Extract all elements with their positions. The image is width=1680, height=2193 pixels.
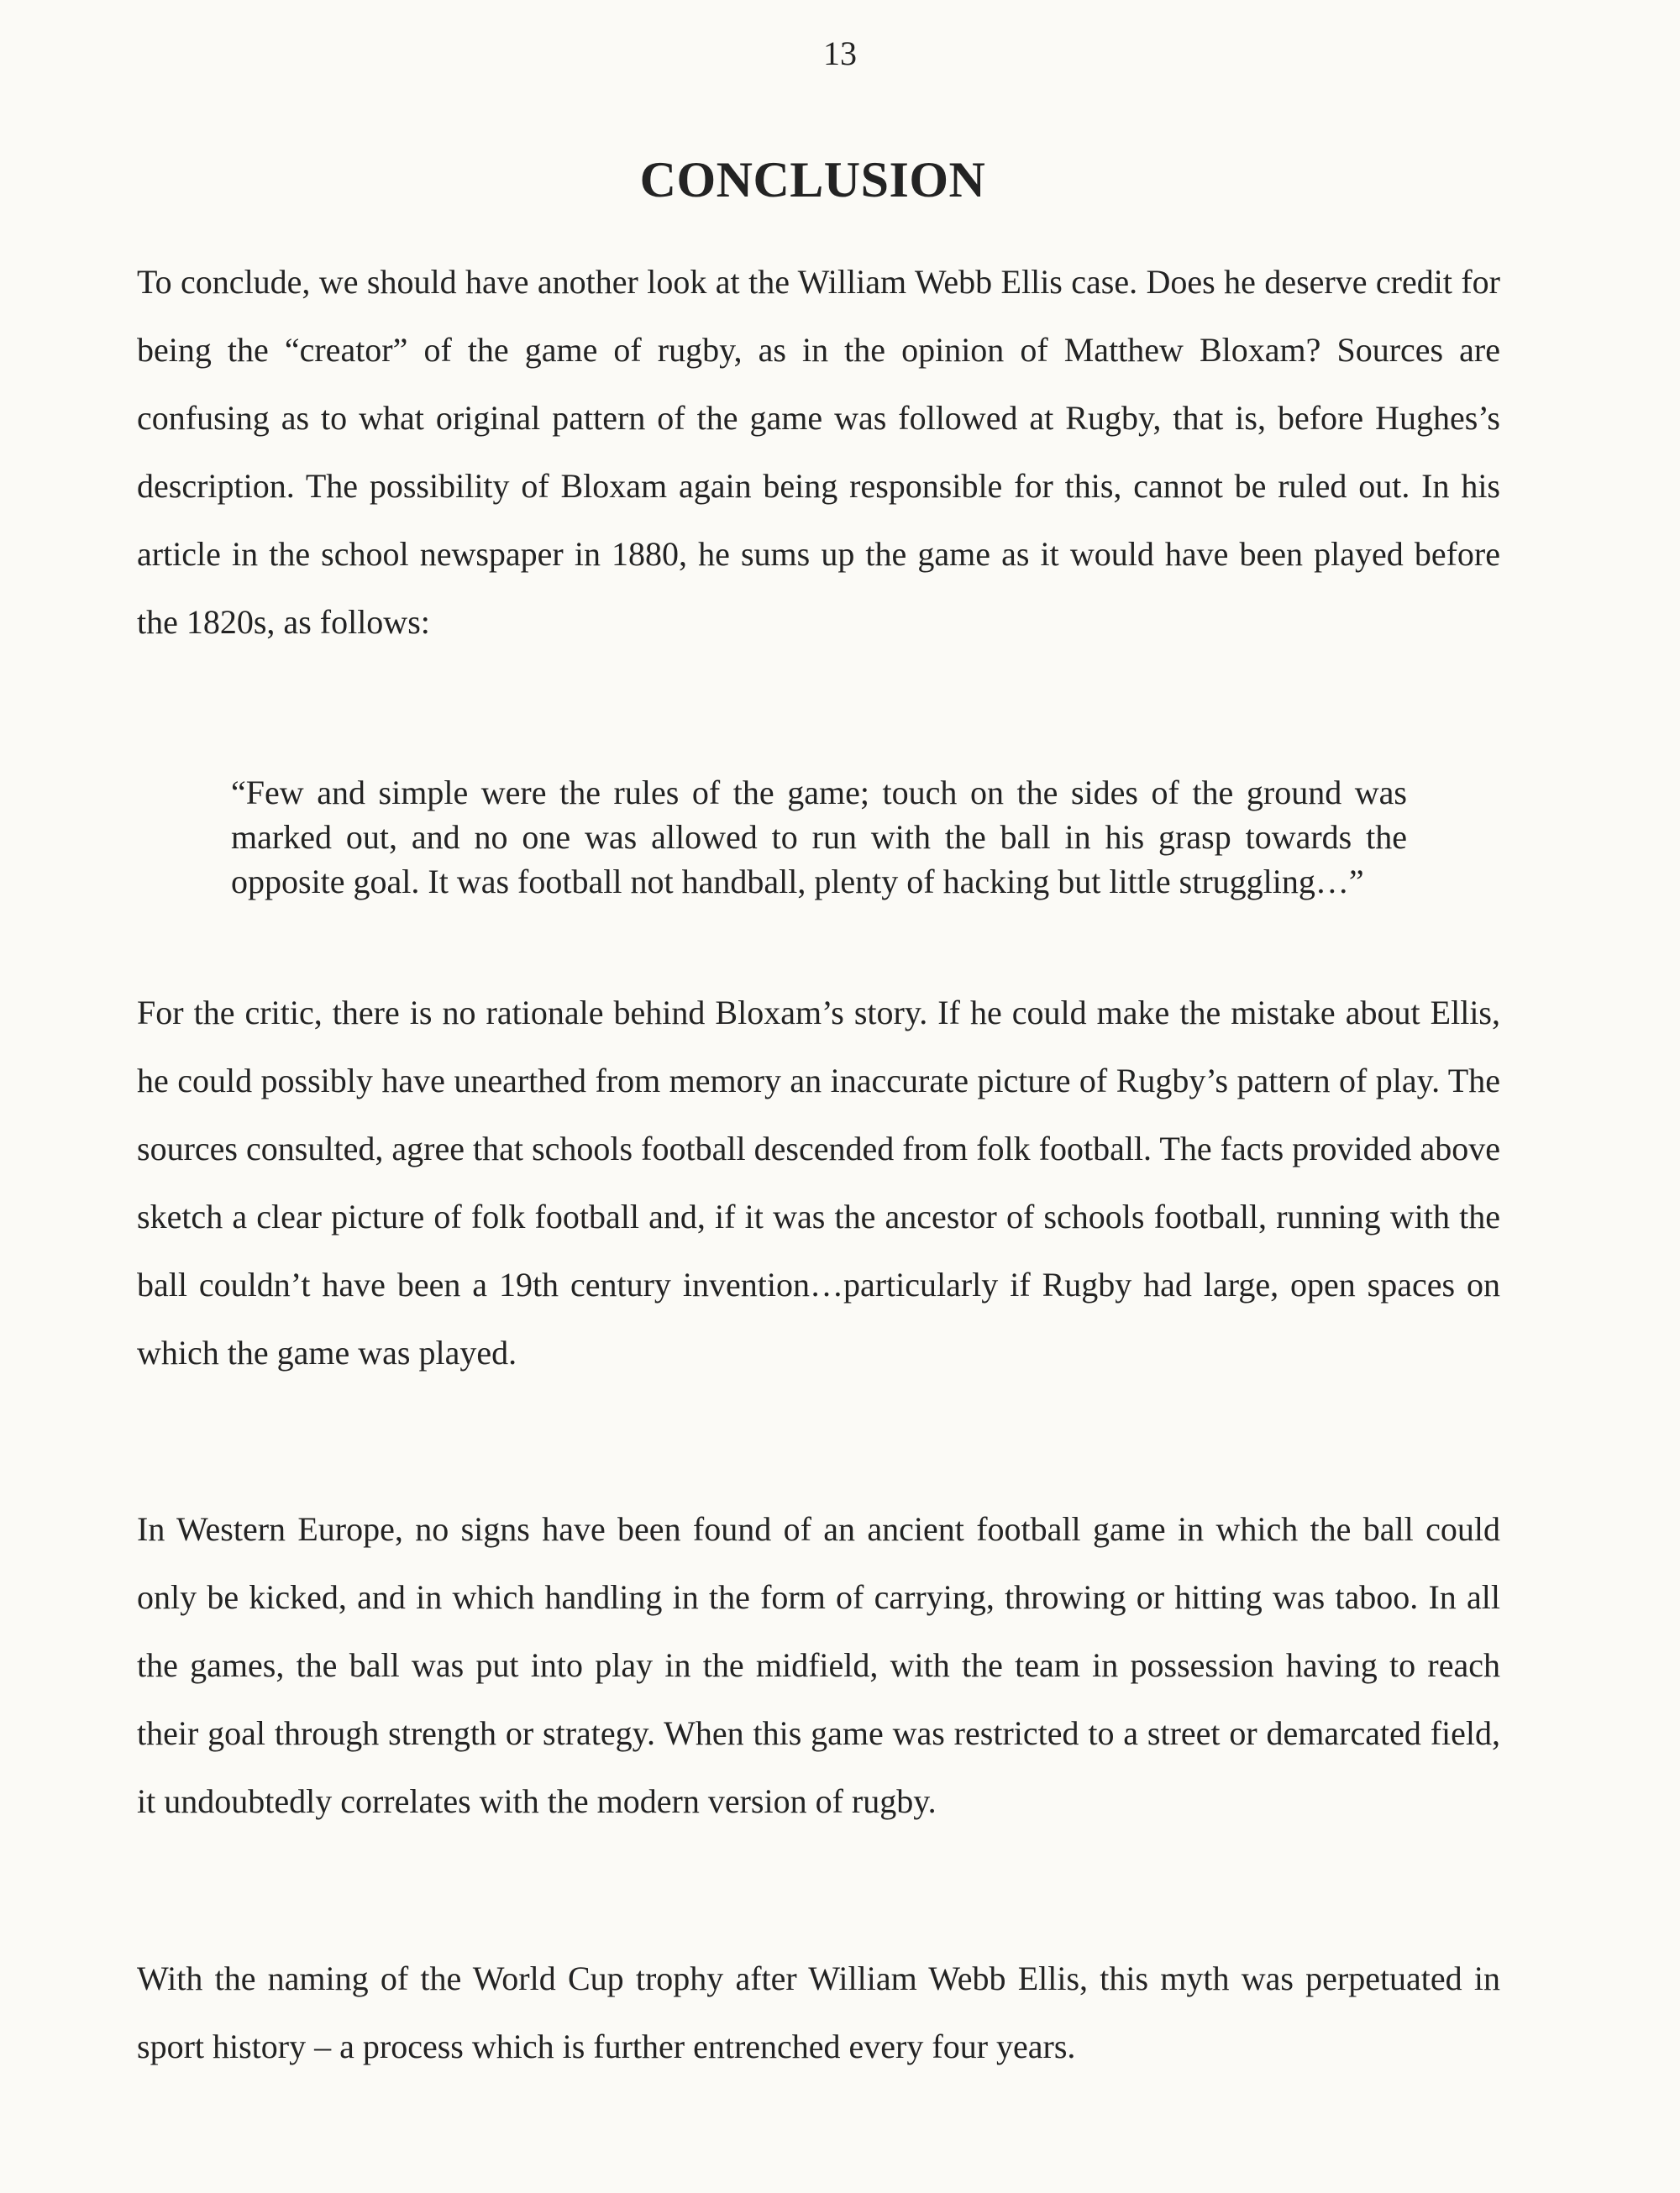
body-paragraph-4: With the naming of the World Cup trophy after William Webb Ellis, this myth was perpetuated in sport history – a process which is further entrenched every four years.	[137, 1960, 1500, 2065]
body-paragraph-3: In Western Europe, no signs have been found of an ancient football game in which the ball could only be kicked, and in which handling in the form of carrying, throwing or hitting was taboo. In all the games, the ball was put into play in the midfield, with the team in possession having to reach their goal through strength or strategy. When this game was restricted to a street or demarcated field, it undoubtedly correlates with the modern version of rugby.	[137, 1510, 1500, 1820]
section-heading: CONCLUSION	[639, 152, 986, 207]
page-number: 13	[823, 34, 857, 72]
body-paragraph-2: For the critic, there is no rationale behind Bloxam’s story. If he could make the mistake about Ellis, he could possibly have unearthed from memory an inaccurate picture of Rugby’s pattern of play. The sources consulted, agree that schools football descended from folk football. The facts provided above sketch a clear picture of folk football and, if it was the ancestor of schools football, running with the ball couldn’t have been a 19th century invention…particularly if Rugby had large, open spaces on which the game was played.	[137, 994, 1500, 1372]
block-quote: “Few and simple were the rules of the game; touch on the sides of the ground was marked out, and no one was allowed to run with the ball in his grasp towards the opposite goal. It was football not handball, plenty of hacking but little struggling…”	[231, 774, 1407, 900]
body-paragraph-1: To conclude, we should have another look at the William Webb Ellis case. Does he deserve credit for being the “creator” of the game of rugby, as in the opinion of Matthew Bloxam? Sources are confusing as to what original pattern of the game was followed at Rugby, that is, before Hughes’s description. The possibility of Bloxam again being responsible for this, cannot be ruled out. In his article in the school newspaper in 1880, he sums up the game as it would have been played before the 1820s, as follows:	[137, 263, 1500, 641]
